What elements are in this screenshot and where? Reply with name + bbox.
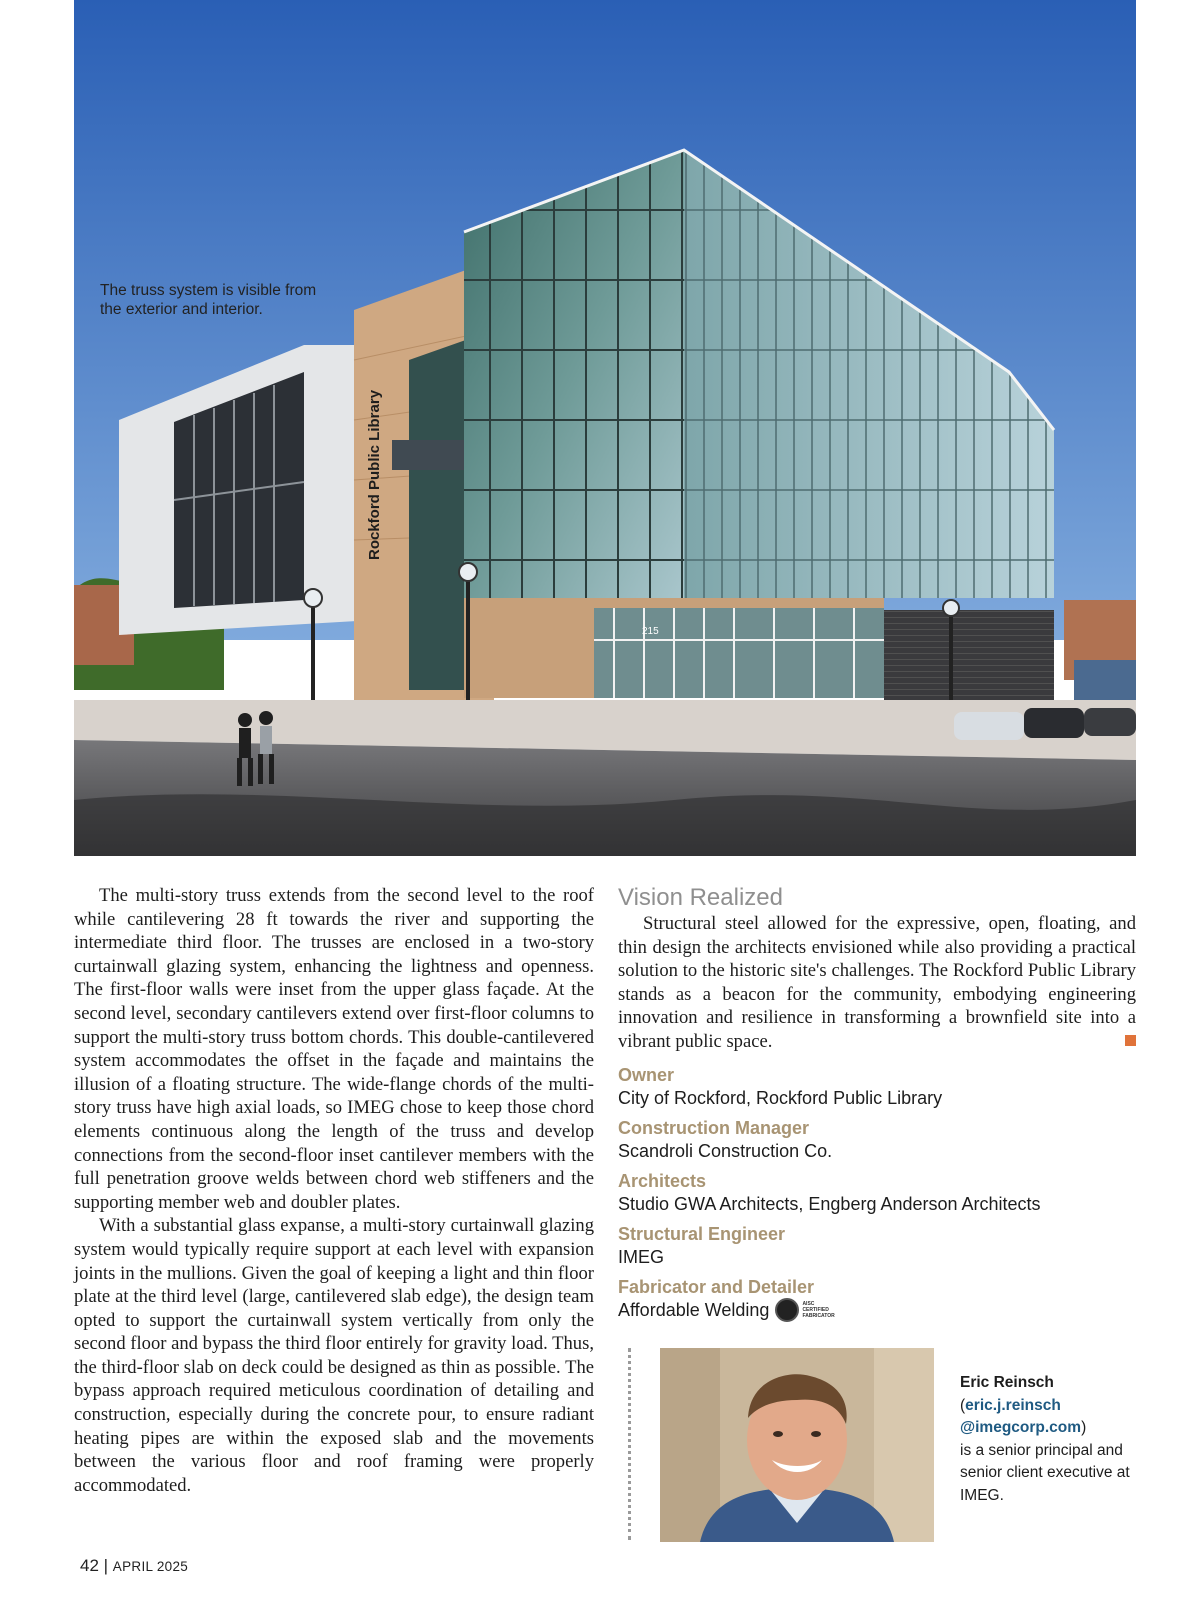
library-sign: Rockford Public Library (366, 389, 383, 560)
credit-label: Construction Manager (618, 1118, 810, 1138)
credit-structural-engineer (618, 1223, 1136, 1269)
aisc-seal-icon (775, 1298, 799, 1322)
page-folio (80, 1556, 188, 1576)
credit-label: Structural Engineer (618, 1224, 786, 1244)
left-column (74, 884, 594, 1497)
credit-label: Fabricator and Detailer (618, 1277, 815, 1297)
author-email-line: @imegcorp.com) (960, 1419, 1087, 1436)
aisc-badge-text: AISC CERTIFIED FABRICATOR (802, 1301, 835, 1319)
credit-owner (618, 1064, 1136, 1110)
credit-construction-manager (618, 1117, 1136, 1163)
credit-value (618, 1086, 1136, 1110)
author-email-link[interactable]: @imegcorp.com (960, 1419, 1082, 1436)
credit-architects (618, 1170, 1136, 1216)
credit-value (618, 1139, 1136, 1163)
address-number: 215 (642, 626, 659, 637)
author-bio (960, 1372, 1130, 1507)
photo-caption: The truss system is visible from the exterior and interior. (100, 282, 317, 318)
project-credits (618, 1064, 1136, 1329)
credit-value-text: City of Rockford, Rockford Public Library (618, 1088, 943, 1108)
credit-value (618, 1192, 1136, 1216)
body-paragraph: Structural steel allowed for the expressive, open, floating, and thin design the architects envisioned while also providing a practical solution to the historic site's challenges. The Rockford Public Library stands as a beacon for the community, embodying engineering innovation and resilience in transforming a brownfield site into a vibrant public space. (618, 913, 1136, 1052)
building-photo (74, 0, 1136, 856)
credit-fabricator (618, 1276, 1136, 1322)
body-paragraph: The multi-story truss extends from the second level to the roof while cantilevering 28 ft towards the river and supporting the intermediate third floor. The trusses are enclosed in a two-story curtainwall glazing system, enhancing the lightness and openness. The first-floor walls were inset from the upper glass façade. At the second level, secondary cantilevers extend over first-floor columns to support the multi-story truss bottom chords. This double-cantilevered system accommodates the offset in the façade and maintains the illusion of a floating structure. The wide-flange chords of the multi-story truss have high axial loads, so IMEG chose to keep those chord elements continuous along the length of the truss and develop connections from the second-floor inset cantilever members with the full penetration groove welds between chord web stiffeners and the supporting member web and doubler plates. (74, 885, 594, 1213)
issue-date: APRIL 2025 (112, 1559, 189, 1574)
credit-value (618, 1245, 1136, 1269)
author-email-link[interactable]: eric.j.reinsch (965, 1396, 1061, 1414)
body-paragraph: With a substantial glass expanse, a multi-story curtainwall glazing system would typically require support at each level with expansion joints in the mullions. Given the goal of keeping a light and thin floor plate at the third level (large, cantilevered slab edge), the design team opted to support the curtainwall system vertically from only the second floor and bypass the third floor entirely for gravity load. Thus, the third-floor slab on deck could be designed as thin as possible. The bypass approach required meticulous coordination of detailing and construction, especially during the concrete pour, to ensure radiant heating pipes are within the exposed slab and the movements between the various floor and roof framing were properly accommodated. (74, 1215, 594, 1496)
credit-value (618, 1298, 1136, 1322)
credit-value-text: Scandroli Construction Co. (618, 1141, 833, 1161)
dotted-divider (628, 1348, 635, 1540)
aisc-certified-badge (775, 1298, 834, 1322)
author-headshot (660, 1348, 934, 1542)
credit-label: Architects (618, 1171, 707, 1191)
right-column (618, 884, 1136, 1054)
credit-value-text: Affordable Welding (618, 1300, 770, 1320)
folio-separator: | (98, 1556, 113, 1575)
credit-label: Owner (618, 1065, 675, 1085)
end-of-article-mark (1125, 1035, 1136, 1046)
author-description: is a senior principal and senior client executive at IMEG. (960, 1441, 1130, 1504)
author-headshot-graphic (660, 1348, 934, 1542)
section-heading: Vision Realized (618, 884, 783, 911)
author-name: Eric Reinsch (960, 1374, 1054, 1391)
page-number: 42 (80, 1556, 99, 1575)
building-photo-graphic (74, 0, 1136, 856)
credit-value-text: Studio GWA Architects, Engberg Anderson Architects (618, 1194, 1041, 1214)
author-email-line: (eric.j.reinsch (960, 1396, 1061, 1414)
credit-value-text: IMEG (618, 1247, 665, 1267)
